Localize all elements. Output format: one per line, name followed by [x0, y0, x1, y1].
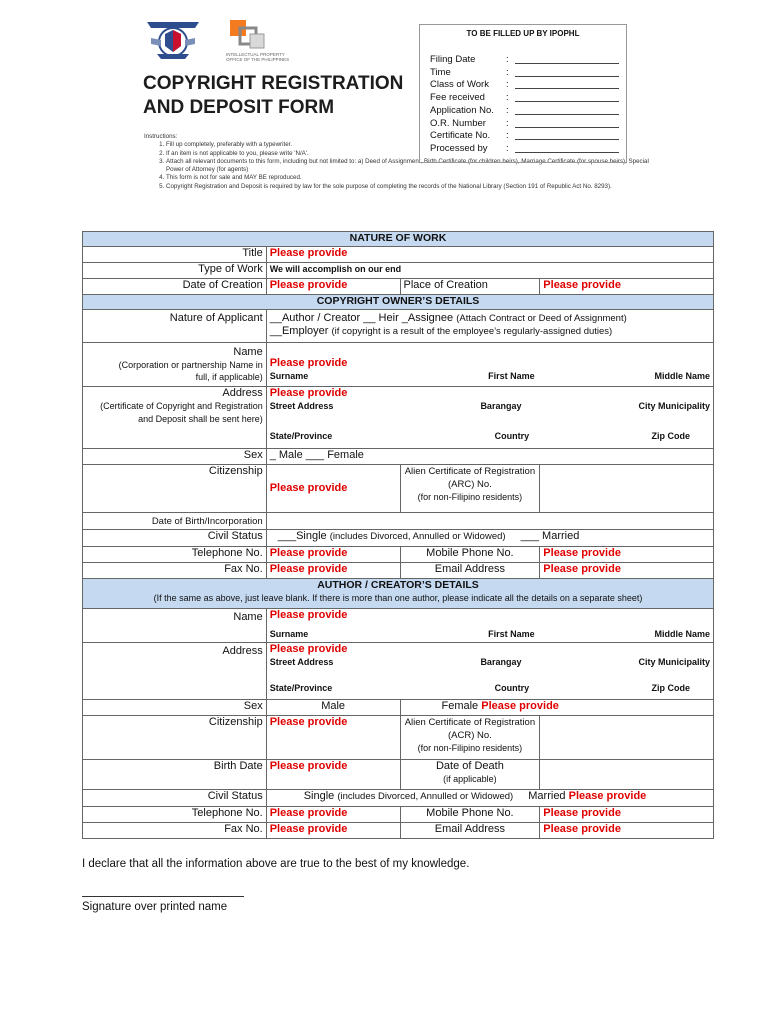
instruction-item: 2. If an item is not applicable to you, please write 'N/A'. — [166, 150, 664, 158]
owner-dob-label: Date of Birth/Incorporation — [83, 513, 267, 530]
owner-email-value[interactable]: Please provide — [540, 563, 714, 579]
registration-form-table — [82, 231, 714, 839]
author-acr-value[interactable] — [540, 716, 714, 760]
date-of-creation-label: Date of Creation — [83, 279, 267, 295]
section-author-details: AUTHOR / CREATOR’S DETAILS (If the same as above, just leave blank. If there is more than one author, please indicate all the details on a separate sheet) — [83, 579, 714, 609]
ipophl-field-time: Time : — [430, 67, 626, 80]
author-telephone-value[interactable]: Please provide — [266, 807, 400, 823]
title-value[interactable]: Please provide — [266, 247, 713, 263]
blank-line[interactable] — [515, 143, 619, 153]
place-of-creation-label: Place of Creation — [400, 279, 540, 295]
owner-acr-value[interactable] — [540, 465, 714, 513]
owner-mobile-label: Mobile Phone No. — [400, 547, 540, 563]
blank-line[interactable] — [515, 79, 619, 89]
blank-line[interactable] — [515, 130, 619, 140]
owner-sex-label: Sex — [83, 449, 267, 465]
ipophl-field-filing-date: Filing Date : — [430, 54, 626, 67]
author-fax-label: Fax No. — [83, 823, 267, 839]
form-title: COPYRIGHT REGISTRATION AND DEPOSIT FORM — [143, 73, 404, 118]
owner-civil-status-options[interactable]: ___Single (includes Divorced, Annulled or Widowed) ___ Married — [266, 530, 713, 547]
blank-line[interactable] — [515, 92, 619, 102]
author-telephone-label: Telephone No. — [83, 807, 267, 823]
ipophl-field-class: Class of Work : — [430, 79, 626, 92]
author-birth-date-label: Birth Date — [83, 760, 267, 790]
ipophl-box-title: TO BE FILLED UP BY IPOPHL — [466, 29, 580, 38]
author-email-value[interactable]: Please provide — [540, 823, 714, 839]
blank-line[interactable] — [515, 54, 619, 64]
ipophl-logo-text: INTELLECTUAL PROPERTY OFFICE OF THE PHILIPPINES — [226, 52, 290, 62]
author-name-label: Name — [83, 609, 267, 643]
signature-label: Signature over printed name — [82, 901, 228, 913]
author-email-label: Email Address — [400, 823, 540, 839]
blank-line[interactable] — [515, 118, 619, 128]
instructions-label: Instructions: — [144, 133, 178, 140]
section-owner-details: COPYRIGHT OWNER’S DETAILS — [83, 295, 714, 310]
title-label: Title — [83, 247, 267, 263]
owner-telephone-value[interactable]: Please provide — [266, 547, 400, 563]
place-of-creation-value[interactable]: Please provide — [540, 279, 714, 295]
author-mobile-value[interactable]: Please provide — [540, 807, 714, 823]
owner-address-label: Address (Certificate of Copyright and Registration and Deposit shall be sent here) — [83, 387, 267, 449]
date-of-creation-value[interactable]: Please provide — [266, 279, 400, 295]
ipophl-field-certificate: Certificate No. : — [430, 130, 626, 143]
author-death-date-value[interactable] — [540, 760, 714, 790]
owner-name-label: Name (Corporation or partnership Name in full, if applicable) — [83, 343, 267, 387]
owner-sex-options[interactable]: _ Male ___ Female — [266, 449, 713, 465]
author-sex-female[interactable]: Female Please provide — [400, 700, 714, 716]
owner-telephone-label: Telephone No. — [83, 547, 267, 563]
author-civil-status-label: Civil Status — [83, 790, 267, 807]
owner-fax-value[interactable]: Please provide — [266, 563, 400, 579]
nature-of-applicant-options[interactable]: __Author / Creator __ Heir _Assignee (Attach Contract or Deed of Assignment) __Employer (if copyright is a result of the employee’s regularly-assigned duties) — [266, 310, 713, 343]
instruction-item: 1. Fill up completely, preferably with a typewriter. — [166, 141, 664, 149]
nature-of-applicant-label: Nature of Applicant — [83, 310, 267, 343]
owner-email-label: Email Address — [400, 563, 540, 579]
type-of-work-value[interactable]: We will accomplish on our end — [266, 263, 713, 279]
author-sex-male[interactable]: Male — [266, 700, 400, 716]
author-civil-status-options[interactable]: Single (includes Divorced, Annulled or Widowed) Married Please provide — [266, 790, 713, 807]
section-nature-of-work: NATURE OF WORK — [83, 232, 714, 247]
instruction-item: 4. This form is not for sale and MAY BE reproduced. — [166, 174, 664, 182]
ipophl-field-application: Application No. : — [430, 105, 626, 118]
national-library-seal-icon — [143, 14, 203, 62]
ipophl-field-processed: Processed by : — [430, 143, 626, 156]
signature-line[interactable] — [82, 896, 244, 897]
author-sex-label: Sex — [83, 700, 267, 716]
ipophl-field-or-number: O.R. Number : — [430, 118, 626, 131]
author-address-label: Address — [83, 643, 267, 700]
author-acr-label: Alien Certificate of Registration (ACR) No. (for non-Filipino residents) — [400, 716, 540, 760]
owner-fax-label: Fax No. — [83, 563, 267, 579]
author-mobile-label: Mobile Phone No. — [400, 807, 540, 823]
ipophl-box — [419, 24, 627, 163]
blank-line[interactable] — [515, 105, 619, 115]
ipophl-logo-icon — [228, 18, 270, 52]
owner-name-value[interactable]: Please provide Surname First Name Middle Name — [266, 343, 713, 387]
type-of-work-label: Type of Work — [83, 263, 267, 279]
author-name-value[interactable]: Please provide Surname First Name Middle Name — [266, 609, 713, 643]
owner-civil-status-label: Civil Status — [83, 530, 267, 547]
instruction-item: 3. Attach all relevant documents to this form, including but not limited to: a) Deed of Assignment, Birth Certificate (for children heirs), Marriage Certificate (for spouse heirs), Special Power of Attorney (for agents) — [166, 158, 664, 175]
author-fax-value[interactable]: Please provide — [266, 823, 400, 839]
owner-acr-label: Alien Certificate of Registration (ARC) No. (for non-Filipino residents) — [400, 465, 540, 513]
owner-dob-value[interactable] — [266, 513, 713, 530]
declaration-text: I declare that all the information above are true to the best of my knowledge. — [82, 858, 470, 870]
author-address-value[interactable]: Please provide Street Address Barangay City Municipality State/Province Country Zip Code — [266, 643, 713, 700]
ipophl-field-fee: Fee received : — [430, 92, 626, 105]
author-birth-date-value[interactable]: Please provide — [266, 760, 400, 790]
author-death-date-label: Date of Death (if applicable) — [400, 760, 540, 790]
blank-line[interactable] — [515, 67, 619, 77]
author-citizenship-label: Citizenship — [83, 716, 267, 760]
author-citizenship-value[interactable]: Please provide — [266, 716, 400, 760]
instruction-item: 5. Copyright Registration and Deposit is required by law for the sole purpose of completing the records of the National Library (Section 191 of Republic Act No. 8293). — [166, 183, 664, 191]
owner-address-value[interactable]: Please provide Street Address Barangay City Municipality State/Province Country Zip Code — [266, 387, 713, 449]
owner-citizenship-label: Citizenship — [83, 465, 267, 513]
owner-citizenship-value[interactable]: Please provide — [266, 465, 400, 513]
owner-mobile-value[interactable]: Please provide — [540, 547, 714, 563]
